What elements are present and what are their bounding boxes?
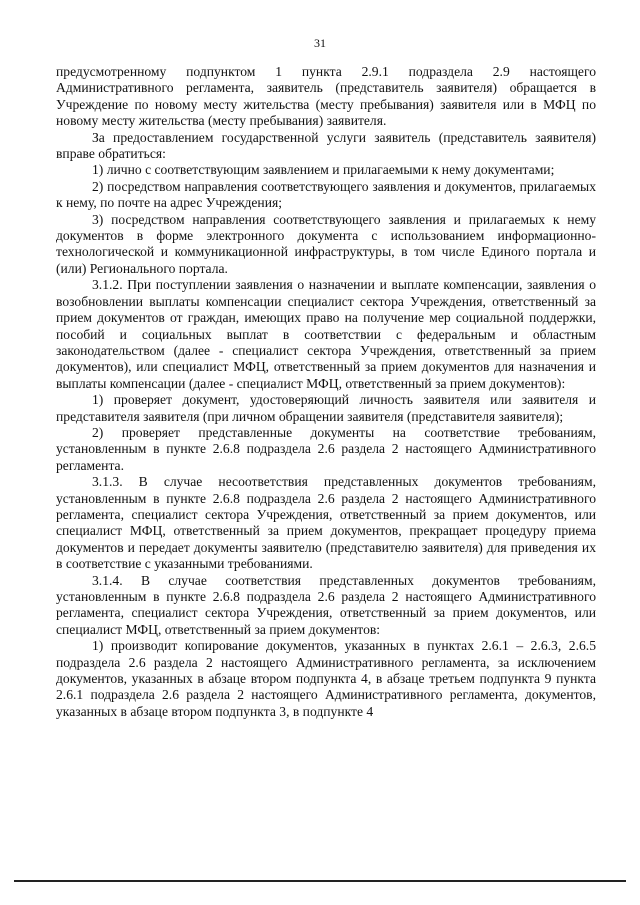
paragraph: 2) посредством направления соответствующего заявления и документов, прилагаемых к нему, по почте на адрес Учреждения; bbox=[56, 178, 596, 211]
paragraph: 2) проверяет представленные документы на соответствие требованиям, установленным в пункте 2.6.8 подраздела 2.6 раздела 2 настоящего Административного регламента. bbox=[56, 424, 596, 473]
paragraph: 1) проверяет документ, удостоверяющий личность заявителя или заявителя и представителя заявителя (при личном обращении заявителя (представителя заявителя); bbox=[56, 392, 596, 424]
paragraph: 1) производит копирование документов, указанных в пунктах 2.6.1 – 2.6.3, 2.6.5 подраздела 2.6 раздела 2 настоящего Административного регламента, за исключением документов, указанных в абзаце втором подпункта 4, в абзаце третьем подпункта 9 пункта 2.6.1 подраздела 2.6 раздела 2 настоящего Административного регламента, документов, указанных в абзаце втором подпункта 3, в подпункте 4 bbox=[56, 638, 596, 719]
paragraph: 3) посредством направления соответствующего заявления и прилагаемых к нему документов в форме электронного документа с использованием информационно-технологической и коммуникационной инфраструктуры, в том числе Единого портала и (или) Регионального портала. bbox=[56, 211, 596, 276]
document-body bbox=[56, 64, 596, 720]
paragraph: 3.1.4. В случае соответствия представленных документов требованиям, установленным в пункте 2.6.8 подраздела 2.6 раздела 2 настоящего Административного регламента, специалист сектора Учреждения, ответственный за прием документов, или специалист МФЦ, ответственный за прием документов: bbox=[56, 572, 596, 637]
bottom-rule bbox=[14, 880, 626, 882]
page-number: 31 bbox=[314, 36, 326, 50]
paragraph: предусмотренному подпунктом 1 пункта 2.9.1 подраздела 2.9 настоящего Административного регламента, заявитель (представитель заявителя) обращается в Учреждение по новому месту жительства (месту пребывания) заявителя или в МФЦ по новому месту жительства (месту пребывания) заявителя. bbox=[56, 64, 596, 129]
paragraph: 3.1.2. При поступлении заявления о назначении и выплате компенсации, заявления о возобновлении выплаты компенсации специалист сектора Учреждения, ответственный за прием документов от граждан, имеющих право на получение мер социальной поддержки, пособий и социальных выплат в соответствии с федеральным и областным законодательством (далее - специалист сектора Учреждения, ответственный за прием документов), или специалист МФЦ, ответственный за прием документов для назначения и выплаты компенсации (далее - специалист МФЦ, ответственный за прием документов): bbox=[56, 277, 596, 391]
paragraph: 1) лично с соответствующим заявлением и прилагаемыми к нему документами; bbox=[92, 162, 555, 178]
paragraph: 3.1.3. В случае несоответствия представленных документов требованиям, установленным в пункте 2.6.8 подраздела 2.6 раздела 2 настоящего Административного регламента, специалист сектора Учреждения, ответственный за прием документов, или специалист МФЦ, ответственный за прием документов, прекращает процедуру приема документов и передает документы заявителю (представителю заявителя) для приведения их в соответствие с указанными требованиями. bbox=[56, 474, 596, 572]
paragraph: За предоставлением государственной услуги заявитель (представитель заявителя) вправе обратиться: bbox=[56, 129, 596, 162]
